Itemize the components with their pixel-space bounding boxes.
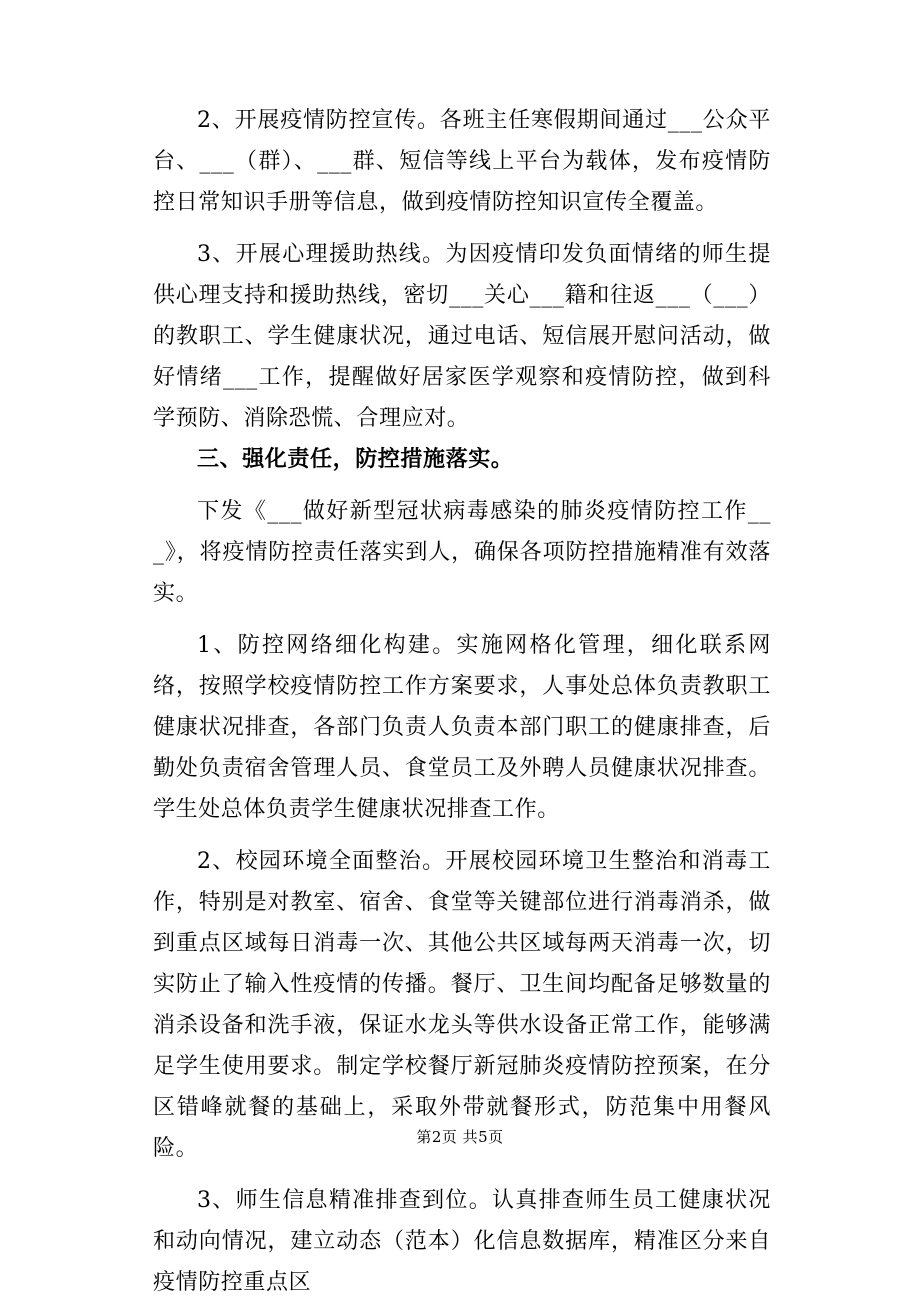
section-heading-responsibility: 三、强化责任，防控措施落实。 bbox=[197, 446, 514, 472]
paragraph-issue-notice: 下发《___做好新型冠状病毒感染的肺炎疫情防控工作___》，将疫情防控责任落实到人，确保各项防控措施精准有效落实。 bbox=[153, 499, 771, 606]
paragraph-publicity: 2、开展疫情防控宣传。各班主任寒假期间通过___公众平台、___（群）、___群、短信等线上平台为载体，发布疫情防控日常知识手册等信息，做到疫情防控知识宣传全覆盖。 bbox=[153, 108, 771, 215]
paragraph-network-construction: 1、防控网络细化构建。实施网格化管理，细化联系网络，按照学校疫情防控工作方案要求，人事处总体负责教职工健康状况排查，各部门负责人负责本部门职工的健康排查，后勤处负责宿舍管理人员、食堂员工及外聘人员健康状况排查。学生处总体负责学生健康状况排查工作。 bbox=[153, 633, 771, 822]
page-number-footer: 第2页 共5页 bbox=[416, 1128, 504, 1146]
paragraph-information-screening: 3、师生信息精准排查到位。认真排查师生员工健康状况和动向情况，建立动态（范本）化信息数据库，精准区分来自疫情防控重点区 bbox=[153, 1188, 771, 1295]
document-body bbox=[153, 100, 771, 1303]
paragraph-psychological-hotline: 3、开展心理援助热线。为因疫情印发负面情绪的师生提供心理支持和援助热线，密切___关心___籍和往返___（___）的教职工、学生健康状况，通过电话、短信展开慰问活动，做好情绪___工作，提醒做好居家医学观察和疫情防控，做到科学预防、消除恐慌、合理应对。 bbox=[153, 242, 771, 431]
paragraph-campus-environment: 2、校园环境全面整治。开展校园环境卫生整治和消毒工作，特别是对教室、宿舍、食堂等关键部位进行消毒消杀，做到重点区域每日消毒一次、其他公共区域每两天消毒一次，切实防止了输入性疫情的传播。餐厅、卫生间均配备足够数量的消杀设备和洗手液，保证水龙头等供水设备正常工作，能够满足学生使用要求。制定学校餐厅新冠肺炎疫情防控预案，在分区错峰就餐的基础上，采取外带就餐形式，防范集中用餐风险。 bbox=[153, 849, 771, 1161]
